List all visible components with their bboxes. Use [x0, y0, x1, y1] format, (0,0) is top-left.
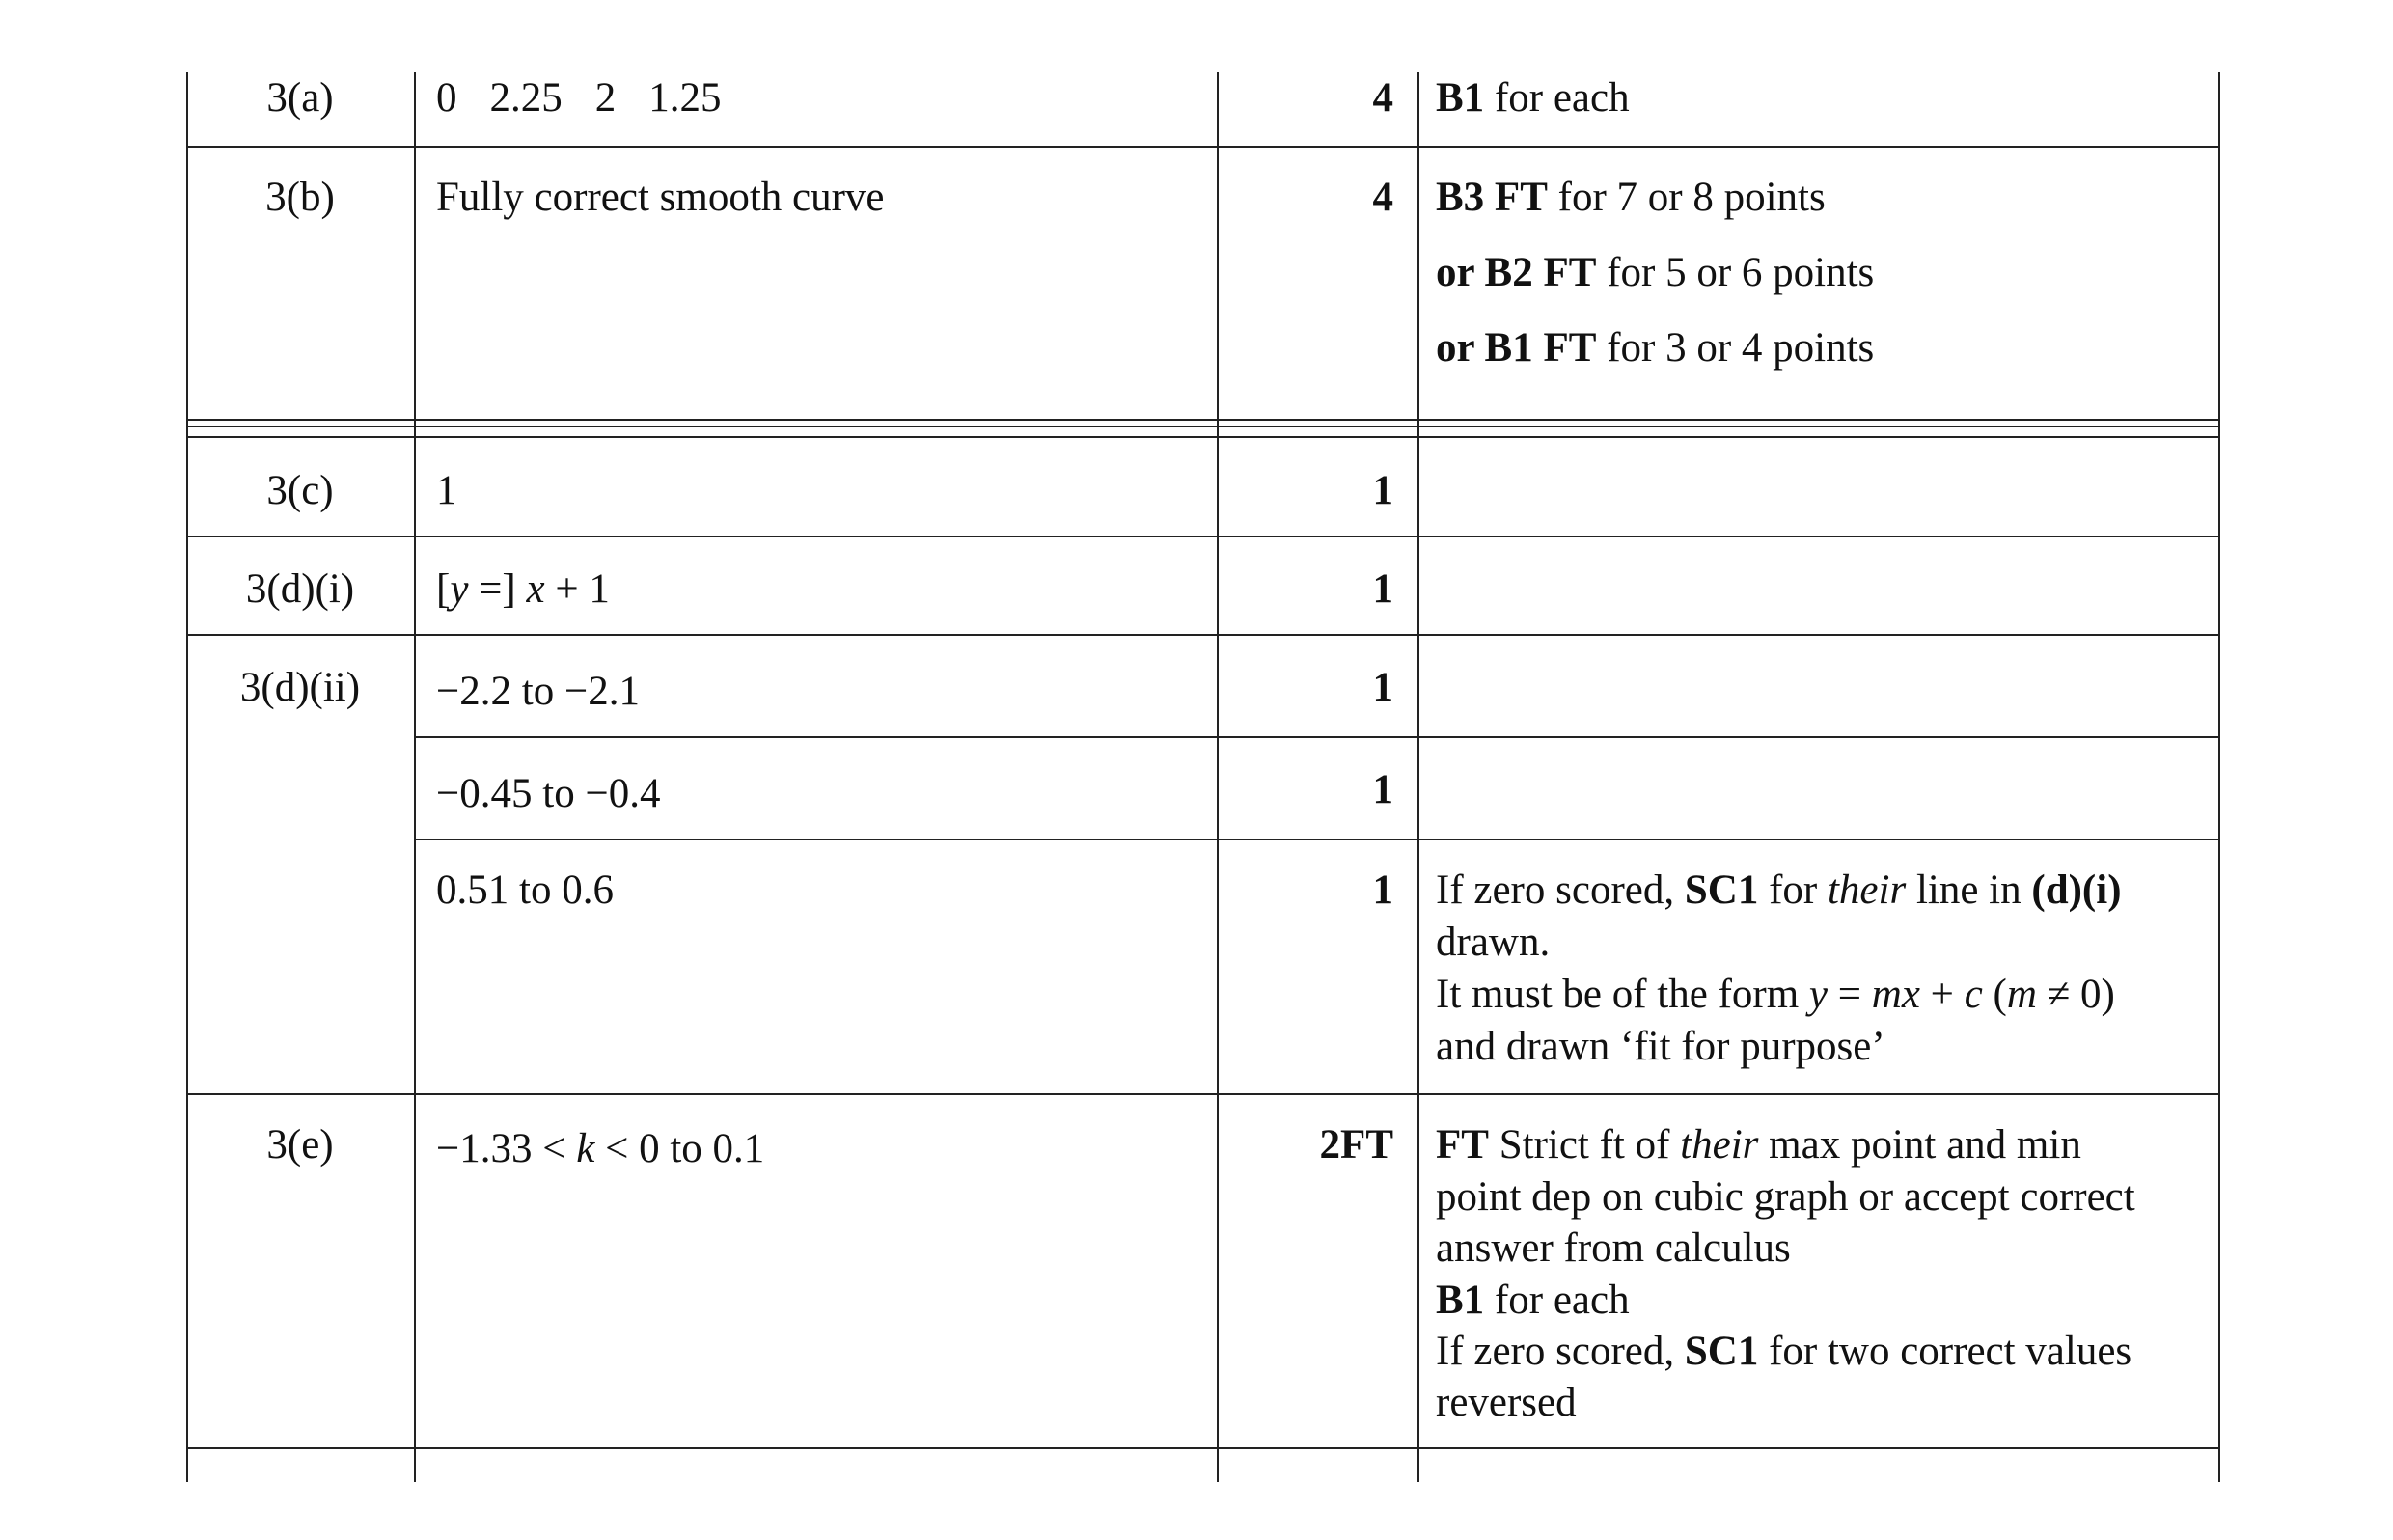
answer-value: 1.25 [648, 75, 722, 121]
marks: 1 [1372, 867, 1393, 913]
row-divider [186, 1093, 2220, 1095]
row-divider [186, 1447, 2220, 1449]
row-divider [186, 634, 2220, 636]
sub-row-divider [414, 736, 2220, 738]
table-right-border [2218, 72, 2220, 1482]
question-column-divider [414, 72, 416, 1482]
guidance-line: and drawn ‘fit for purpose’ [1436, 1024, 1885, 1069]
question-number: 3(e) [266, 1122, 334, 1168]
marks: 1 [1372, 468, 1393, 513]
row-divider [186, 426, 2220, 427]
question-number: 3(a) [266, 75, 334, 121]
guidance-line: B1 for each [1436, 1278, 1630, 1323]
question-number: 3(c) [266, 468, 334, 513]
row-divider [186, 146, 2220, 148]
guidance-line: If zero scored, SC1 for their line in (d)(i) [1436, 867, 2122, 913]
table-left-border [186, 72, 188, 1482]
marks: 4 [1372, 75, 1393, 121]
guidance-line: reversed [1436, 1380, 1577, 1425]
answer-value: 2.25 [489, 75, 563, 121]
answer: −2.2 to −2.1 [436, 669, 640, 714]
answer: Fully correct smooth curve [436, 175, 885, 220]
marks: 2FT [1319, 1122, 1393, 1168]
marks: 1 [1372, 665, 1393, 710]
guidance-line: answer from calculus [1436, 1225, 1791, 1271]
sub-row-divider [414, 839, 2220, 840]
guidance-line: drawn. [1436, 920, 1551, 965]
guidance: B1 for each [1436, 75, 1630, 121]
answer: −1.33 < k < 0 to 0.1 [436, 1126, 765, 1171]
guidance-line: B3 FT for 7 or 8 points [1436, 175, 1826, 220]
marks: 1 [1372, 767, 1393, 812]
marks: 4 [1372, 175, 1393, 220]
answer: 0.51 to 0.6 [436, 867, 614, 913]
guidance-line: If zero scored, SC1 for two correct values [1436, 1329, 2132, 1374]
answer-values [436, 72, 722, 124]
answer-value: 0 [436, 75, 457, 121]
answer: [y =] x + 1 [436, 566, 610, 612]
answer: 1 [436, 468, 457, 513]
answer-value: 2 [594, 75, 617, 121]
answer: −0.45 to −0.4 [436, 771, 661, 816]
row-divider [186, 419, 2220, 421]
row-divider [186, 436, 2220, 438]
guidance-line: or B2 FT for 5 or 6 points [1436, 250, 1875, 295]
question-number: 3(d)(i) [245, 566, 355, 612]
question-number: 3(d)(ii) [239, 665, 361, 710]
marks: 1 [1372, 566, 1393, 612]
guidance-line: It must be of the form y = mx + c (m ≠ 0) [1436, 972, 2115, 1017]
question-number: 3(b) [265, 175, 335, 220]
marks-column-divider [1417, 72, 1419, 1482]
row-divider [186, 536, 2220, 537]
guidance-line: point dep on cubic graph or accept correct [1436, 1174, 2135, 1220]
guidance-line: FT Strict ft of their max point and min [1436, 1122, 2081, 1168]
guidance-line: or B1 FT for 3 or 4 points [1436, 325, 1875, 371]
answer-column-divider [1217, 72, 1219, 1482]
